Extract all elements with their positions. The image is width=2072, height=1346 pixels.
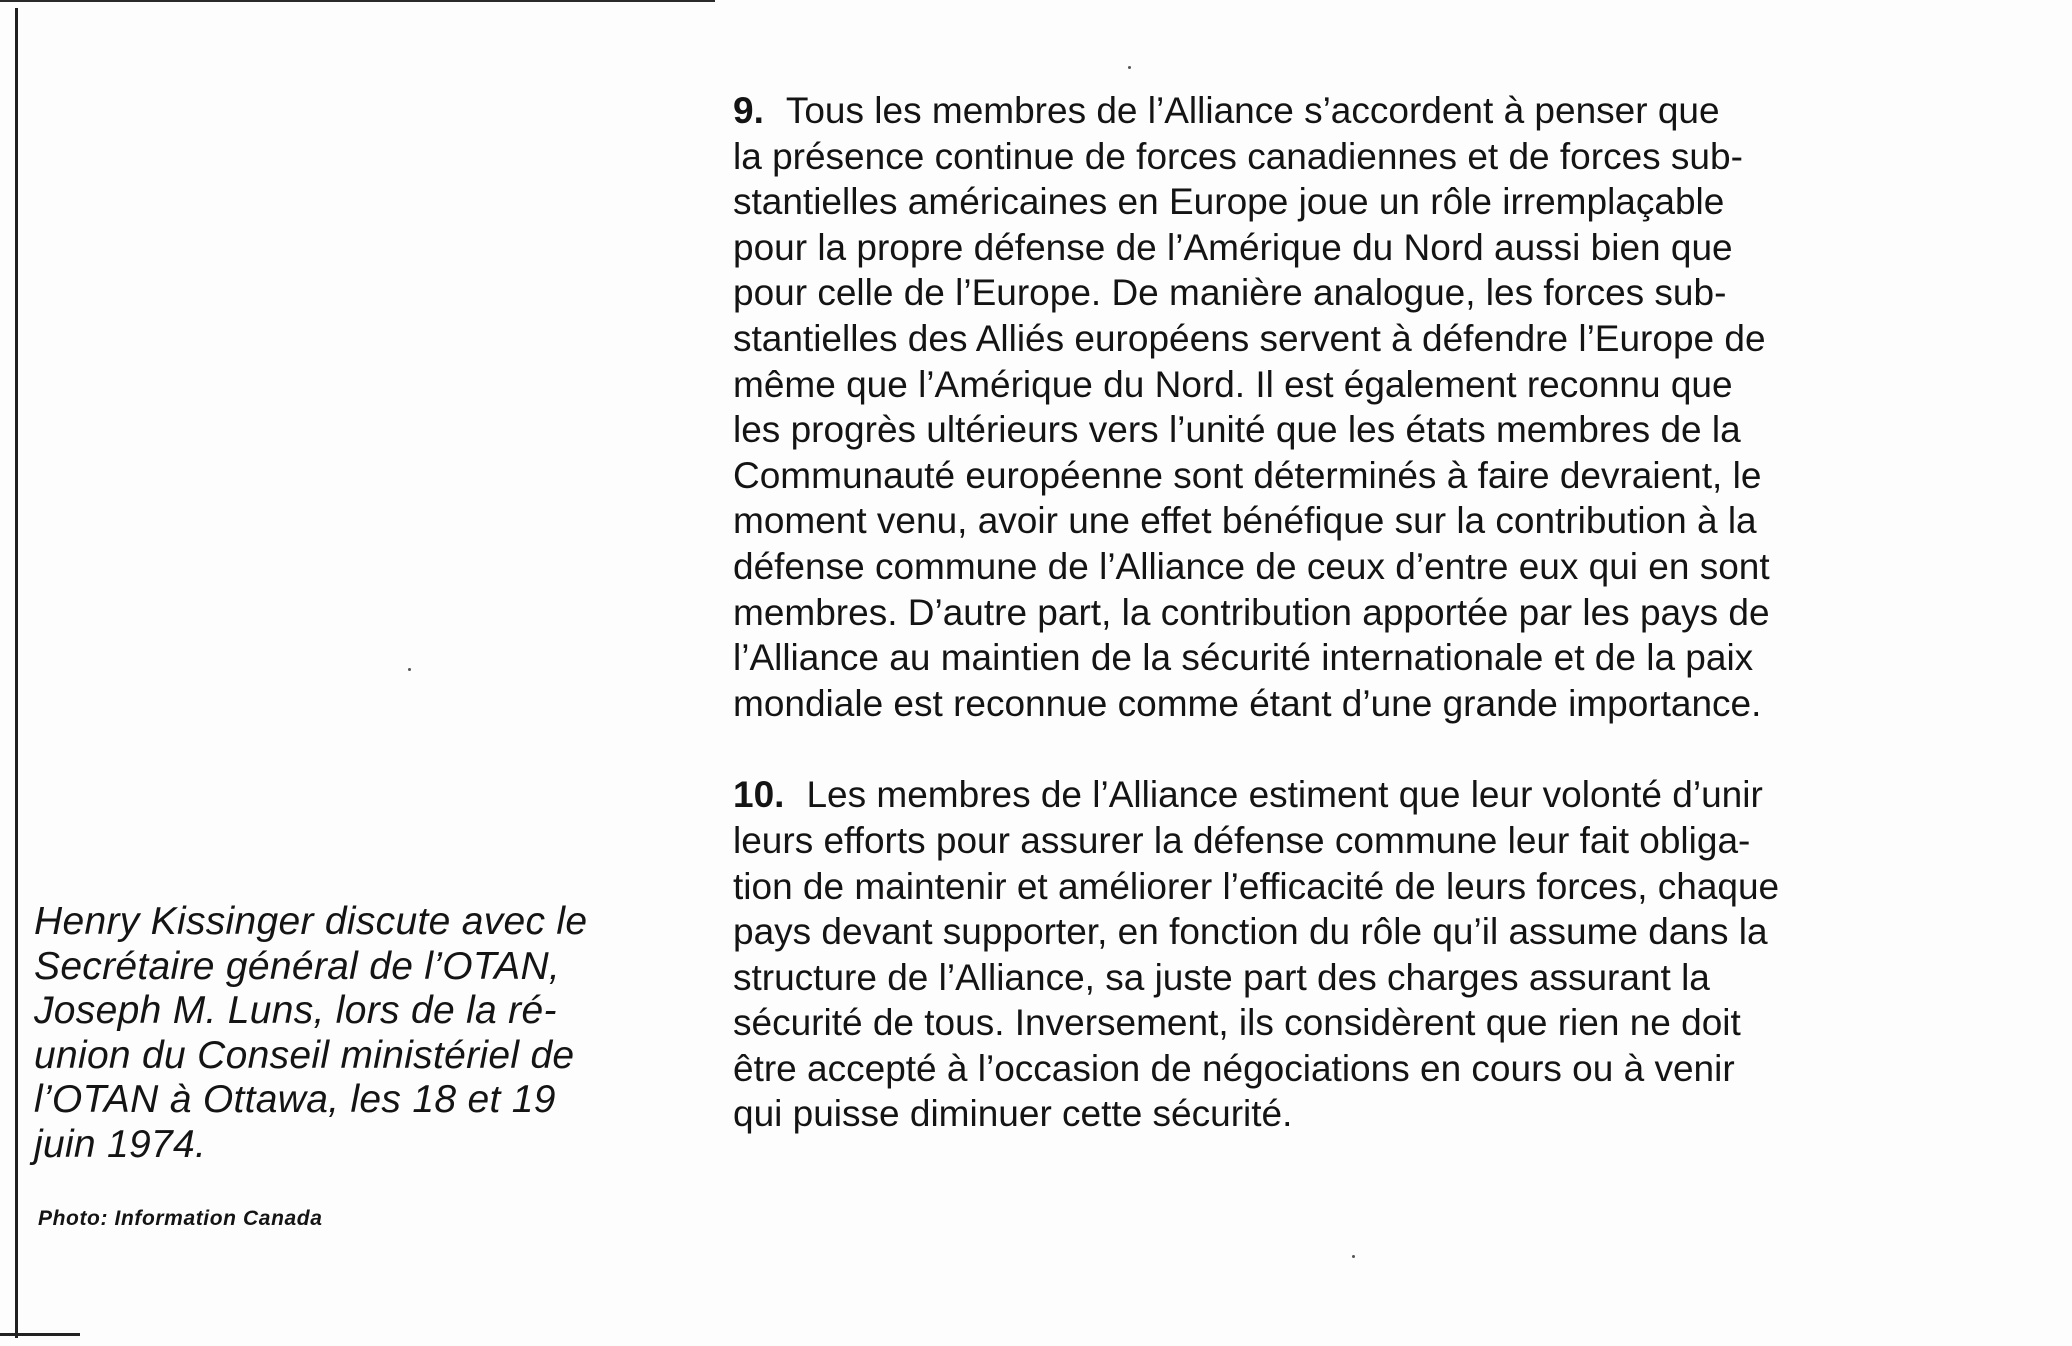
text-line: même que l’Amérique du Nord. Il est également reconnu que xyxy=(733,363,1733,405)
text-line: pour celle de l’Europe. De manière analogue, les forces sub- xyxy=(733,272,1727,314)
caption-line: union du Conseil ministériel de xyxy=(34,1033,575,1077)
left-edge-rule xyxy=(15,8,18,1338)
text-line: tion de maintenir et améliorer l’efficacité de leurs forces, chaque xyxy=(733,865,1780,907)
text-line: défense commune de l’Alliance de ceux d’entre eux qui en sont xyxy=(733,545,1770,587)
caption-line: juin 1974. xyxy=(34,1122,207,1166)
text-line: pour la propre défense de l’Amérique du Nord aussi bien que xyxy=(733,226,1733,268)
caption-line: l’OTAN à Ottawa, les 18 et 19 xyxy=(34,1078,556,1121)
caption-line: Henry Kissinger discute avec le xyxy=(34,900,588,943)
paragraph-number: 9. xyxy=(733,90,764,131)
text-line xyxy=(733,772,1973,818)
photo-credit: Photo: Information Canada xyxy=(38,1207,323,1230)
scan-speck xyxy=(408,668,411,671)
text-line: la présence continue de forces canadiennes et de forces sub- xyxy=(733,135,1743,177)
text-line xyxy=(733,88,1973,134)
text-line: l’Alliance au maintien de la sécurité internationale et de la paix xyxy=(733,637,1754,679)
main-text-column xyxy=(733,88,1973,1137)
bottom-edge-rule xyxy=(0,1333,80,1336)
text-line: leurs efforts pour assurer la défense commune leur fait obliga- xyxy=(733,819,1751,861)
paragraph-10 xyxy=(733,772,1973,1137)
caption-line: Joseph M. Luns, lors de la ré- xyxy=(34,989,557,1032)
text-line: structure de l’Alliance, sa juste part des charges assurant la xyxy=(733,956,1710,998)
text-line: Communauté européenne sont déterminés à faire devraient, le xyxy=(733,454,1762,496)
text-line: mondiale est reconnue comme étant d’une grande importance. xyxy=(733,682,1762,724)
caption-line: Secrétaire général de l’OTAN, xyxy=(34,944,561,988)
text-line: membres. D’autre part, la contribution apportée par les pays de xyxy=(733,591,1770,633)
text-line-content: Les membres de l’Alliance estiment que leur volonté d’unir xyxy=(806,774,1763,816)
text-line: les progrès ultérieurs vers l’unité que les états membres de la xyxy=(733,409,1741,451)
text-line: stantielles américaines en Europe joue un rôle irremplaçable xyxy=(733,181,1725,223)
paragraph-number: 10. xyxy=(733,774,785,816)
scan-speck xyxy=(1128,66,1131,69)
text-line: pays devant supporter, en fonction du rôle qu’il assume dans la xyxy=(733,911,1768,953)
text-line: sécurité de tous. Inversement, ils considèrent que rien ne doit xyxy=(733,1002,1741,1044)
text-line-content: Tous les membres de l’Alliance s’accordent à penser que xyxy=(785,90,1720,131)
text-line: moment venu, avoir une effet bénéfique sur la contribution à la xyxy=(733,500,1757,542)
text-line: stantielles des Alliés européens servent à défendre l’Europe de xyxy=(733,317,1766,359)
text-line: qui puisse diminuer cette sécurité. xyxy=(733,1093,1293,1135)
paragraph-9 xyxy=(733,88,1973,726)
text-line: être accepté à l’occasion de négociations en cours ou à venir xyxy=(733,1047,1735,1089)
photo-caption xyxy=(34,900,674,1167)
top-edge-rule xyxy=(0,0,715,2)
scan-speck xyxy=(1352,1255,1355,1258)
